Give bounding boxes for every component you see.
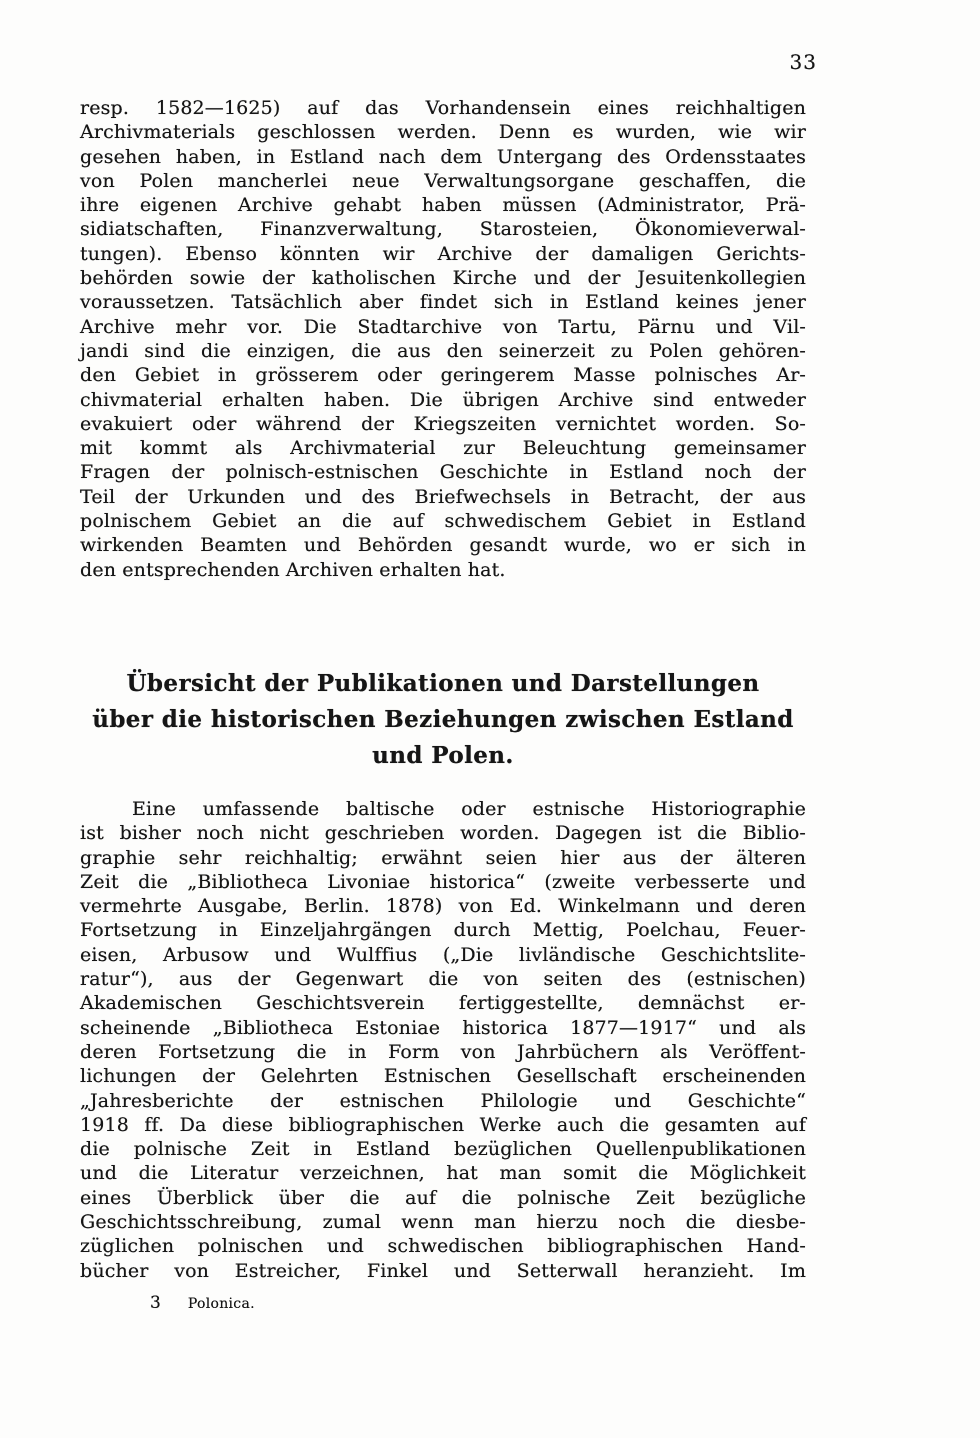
text-line: resp. 1582—1625) auf das Vorhandensein eines reichhaltigen [80, 97, 806, 119]
text-line: tungen). Ebenso könnten wir Archive der damaligen Gerichts- [80, 242, 806, 265]
text-line: behörden sowie der katholischen Kirche und der Jesuitenkollegien [80, 267, 806, 290]
text-line: den entsprechenden Archiven erhalten hat. [80, 558, 506, 581]
text-line: polnischem Gebiet an die auf schwedischem Gebiet in Estland [80, 510, 806, 533]
text-line: und die Literatur verzeichnen, hat man somit die Möglichkeit [80, 1162, 806, 1185]
text-line: lichungen der Gelehrten Estnischen Gesellschaft erscheinenden [80, 1065, 806, 1088]
text-line: Teil der Urkunden und des Briefwechsels in Betracht, der aus [80, 485, 806, 508]
page-number: 33 [789, 50, 817, 74]
text-line: vermehrte Ausgabe, Berlin. 1878) von Ed. Winkelmann und deren [80, 895, 806, 918]
section-heading [80, 666, 806, 774]
text-line: Archive mehr vor. Die Stadtarchive von Tartu, Pärnu und Vil- [80, 315, 806, 338]
text-line: den Gebiet in grösserem oder geringerem Masse polnisches Ar- [80, 364, 806, 387]
signature-label: Polonica. [187, 1296, 255, 1312]
text-line: eisen, Arbusow und Wulffius („Die livländische Geschichtslite- [80, 943, 806, 966]
text-line: von Polen mancherlei neue Verwaltungsorgane geschaffen, die [80, 169, 806, 192]
text-line: graphie sehr reichhaltig; erwähnt seien hier aus der älteren [80, 846, 806, 869]
text-line: gesehen haben, in Estland nach dem Untergang des Ordensstaates [80, 145, 806, 168]
text-line: Eine umfassende baltische oder estnische Historiographie [132, 798, 806, 820]
signature-footer [150, 1293, 255, 1313]
text-line: mit kommt als Archivmaterial zur Beleuchtung gemeinsamer [80, 437, 806, 460]
text-line: ratur“), aus der Gegenwart die von seiten des (estnischen) [80, 968, 806, 991]
text-line: züglichen polnischen und schwedischen bibliographischen Hand- [80, 1235, 806, 1258]
paragraph-continuation [80, 96, 806, 582]
signature-number: 3 [150, 1293, 161, 1313]
text-line: Fortsetzung in Einzeljahrgängen durch Mettig, Poelchau, Feuer- [80, 919, 806, 942]
text-line: eines Überblick über die auf die polnische Zeit bezügliche [80, 1186, 806, 1209]
text-line: Archivmaterials geschlossen werden. Denn es wurden, wie wir [80, 121, 806, 144]
text-line: deren Fortsetzung die in Form von Jahrbüchern als Veröffent- [80, 1040, 806, 1063]
text-line: voraussetzen. Tatsächlich aber findet sich in Estland keines jener [80, 291, 806, 314]
text-line: Akademischen Geschichtsverein fertiggestellte, demnächst er- [80, 992, 806, 1015]
text-line: Zeit die „Bibliotheca Livoniae historica“ (zweite verbesserte und [80, 870, 806, 893]
paragraph-body [80, 797, 806, 1283]
text-line: sidiatschaften, Finanzverwaltung, Starosteien, Ökonomieverwal- [80, 218, 806, 241]
text-line: ist bisher noch nicht geschrieben worden. Dagegen ist die Biblio- [80, 822, 806, 845]
text-line: wirkenden Beamten und Behörden gesandt wurde, wo er sich in [80, 534, 806, 557]
text-line: bücher von Estreicher, Finkel und Setterwall heranzieht. Im [80, 1259, 806, 1282]
text-line: scheinende „Bibliotheca Estoniae historica 1877—1917“ und als [80, 1016, 806, 1039]
section-heading-line: über die historischen Beziehungen zwischen Estland [92, 706, 794, 733]
text-line: ihre eigenen Archive gehabt haben müssen (Administrator, Prä- [80, 194, 806, 217]
section-heading-line: Übersicht der Publikationen und Darstellungen [126, 670, 760, 697]
text-line: Fragen der polnisch-estnischen Geschichte in Estland noch der [80, 461, 806, 484]
text-line: die polnische Zeit in Estland bezüglichen Quellenpublikationen [80, 1138, 806, 1161]
text-line: chivmaterial erhalten haben. Die übrigen Archive sind entweder [80, 388, 806, 411]
section-heading-line: und Polen. [372, 742, 514, 769]
text-line: evakuiert oder während der Kriegszeiten vernichtet worden. So- [80, 412, 806, 435]
text-line: „Jahresberichte der estnischen Philologie und Geschichte“ [80, 1089, 806, 1112]
text-line: 1918 ff. Da diese bibliographischen Werke auch die gesamten auf [80, 1113, 806, 1136]
text-line: jandi sind die einzigen, die aus den seinerzeit zu Polen gehören- [80, 339, 806, 362]
text-line: Geschichtsschreibung, zumal wenn man hierzu noch die diesbe- [80, 1211, 806, 1234]
